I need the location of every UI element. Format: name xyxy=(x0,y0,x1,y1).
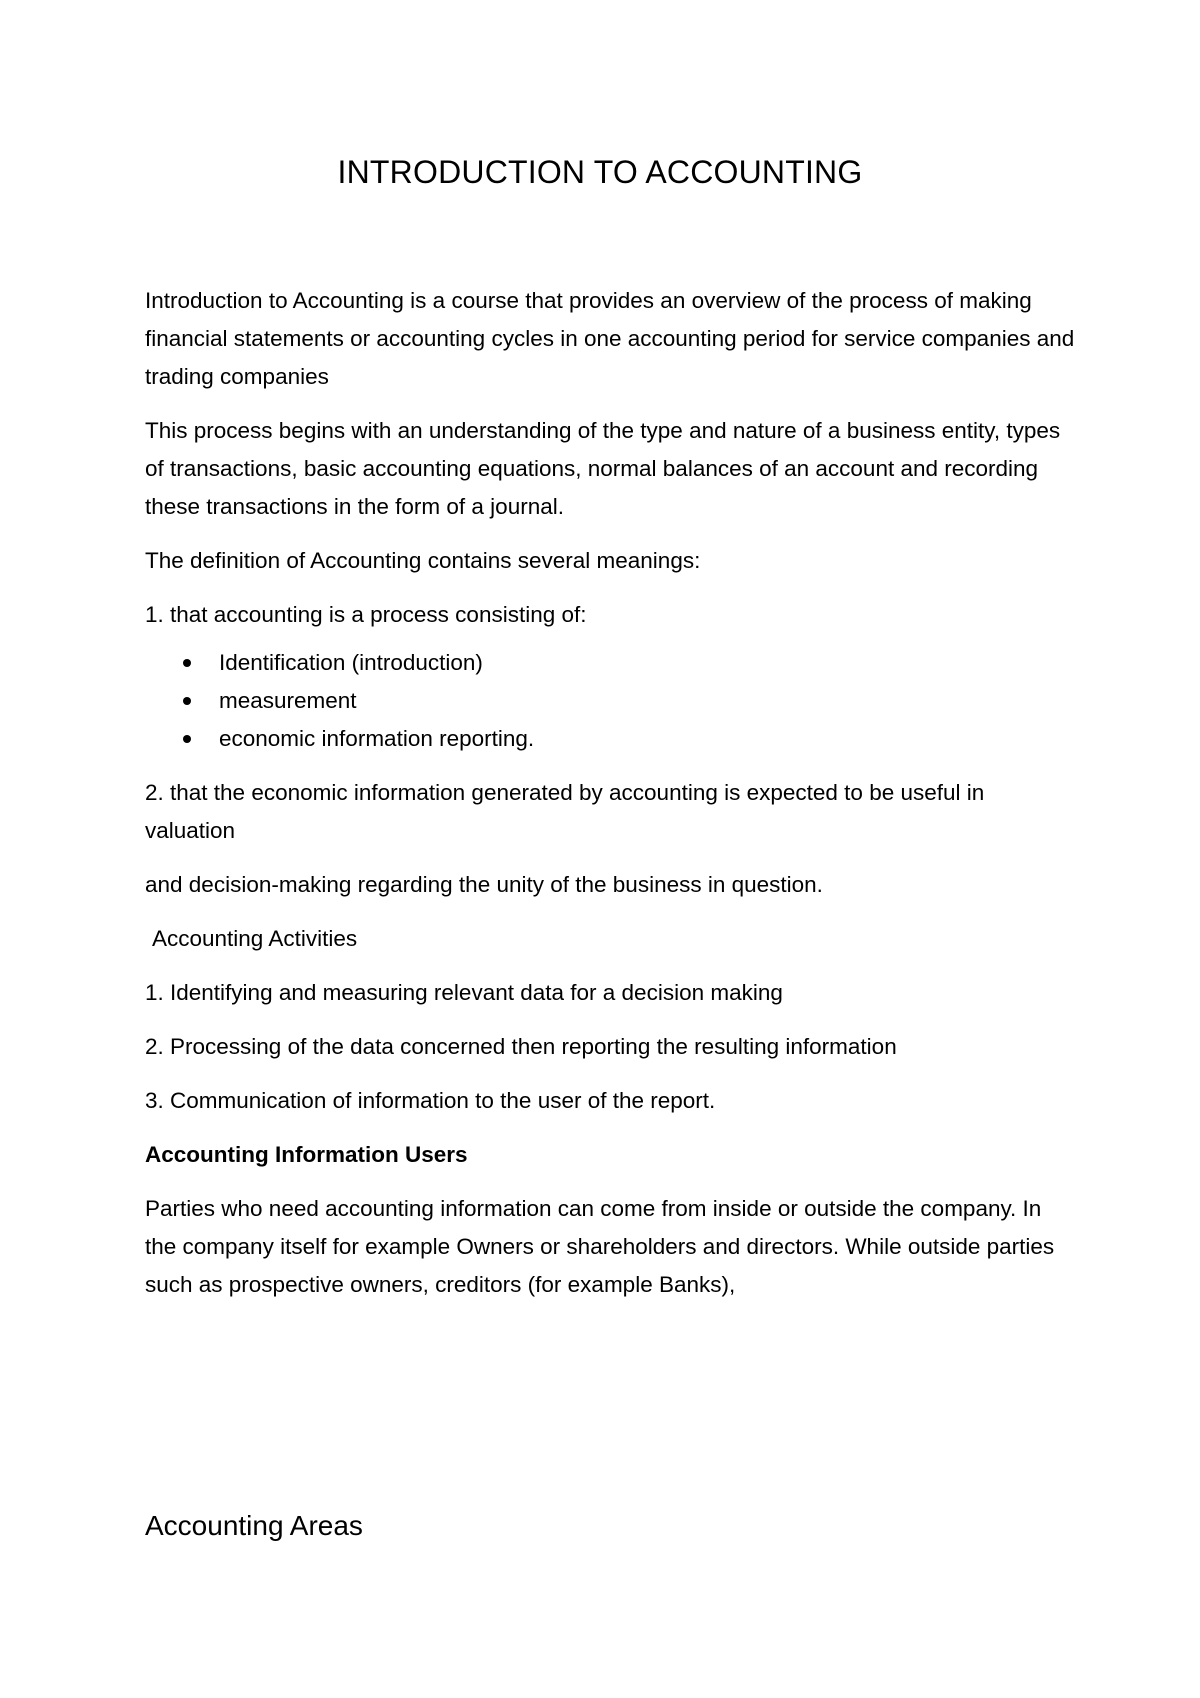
list-item-text: measurement xyxy=(219,688,357,713)
meaning-2-continued: and decision-making regarding the unity of the business in question. xyxy=(145,872,823,897)
bullet-icon xyxy=(183,659,191,667)
activity-item-1: 1. Identifying and measuring relevant data for a decision making xyxy=(145,980,783,1005)
bullet-icon xyxy=(183,697,191,705)
meaning-1: 1. that accounting is a process consisting of: xyxy=(145,602,587,627)
activity-item-3: 3. Communication of information to the user of the report. xyxy=(145,1088,716,1113)
list-item xyxy=(145,682,1075,720)
intro-paragraph-1: Introduction to Accounting is a course that provides an overview of the process of making financial statements or accounting cycles in one accounting period for service companies and trading companies xyxy=(145,288,1075,389)
document-title: INTRODUCTION TO ACCOUNTING xyxy=(337,154,863,190)
users-paragraph: Parties who need accounting information can come from inside or outside the company. In the company itself for example Owners or shareholders and directors. While outside parties such as prospective owners, creditors (for example Banks), xyxy=(145,1196,1055,1297)
list-item xyxy=(145,644,1075,682)
meaning-2: 2. that the economic information generated by accounting is expected to be useful in valuation xyxy=(145,780,985,843)
process-list xyxy=(145,644,1075,758)
areas-heading: Accounting Areas xyxy=(145,1510,363,1541)
document-body xyxy=(145,282,1075,1320)
definition-intro: The definition of Accounting contains several meanings: xyxy=(145,548,701,573)
bullet-icon xyxy=(183,735,191,743)
list-item-text: economic information reporting. xyxy=(219,726,535,751)
activity-item-2: 2. Processing of the data concerned then reporting the resulting information xyxy=(145,1034,897,1059)
list-item-text: Identification (introduction) xyxy=(219,650,483,675)
intro-paragraph-2: This process begins with an understanding of the type and nature of a business entity, types of transactions, basic accounting equations, normal balances of an account and recording these transactions in the form of a journal. xyxy=(145,418,1061,519)
users-heading: Accounting Information Users xyxy=(145,1142,468,1167)
activities-heading: Accounting Activities xyxy=(152,926,358,951)
list-item xyxy=(145,720,1075,758)
